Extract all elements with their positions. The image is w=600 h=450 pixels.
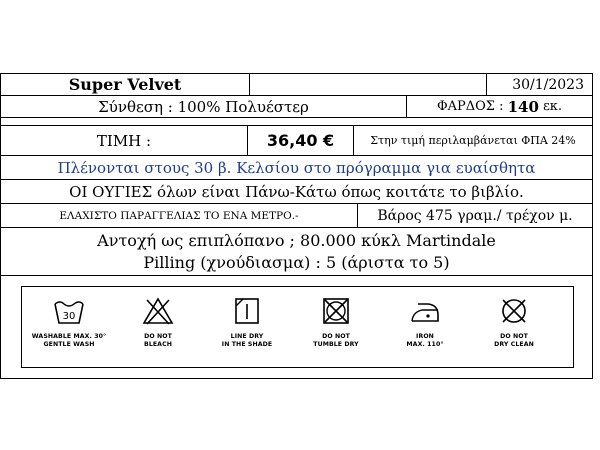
pilling-rating: Pilling (χνούδιασμα) : 5 (άριστα το 5)	[143, 252, 450, 272]
care-row	[1, 276, 592, 380]
care-label-line: GENTLE WASH	[43, 340, 95, 348]
roll-width-unit: εκ.	[538, 99, 563, 114]
care-symbols-panel	[21, 286, 574, 368]
order-weight-row	[1, 204, 592, 228]
care-label-line: DRY CLEAN	[494, 340, 534, 348]
care-label-line: DO NOT	[322, 333, 350, 340]
washtub-30-icon	[52, 296, 86, 326]
direction-row	[1, 180, 592, 204]
care-label-line: DO NOT	[144, 333, 172, 340]
durability-block	[1, 228, 592, 275]
care-label-line: DO NOT	[500, 333, 528, 340]
care-label-tumble	[295, 333, 377, 348]
line-dry-shade-icon	[230, 296, 264, 326]
care-label-line: IRON	[416, 333, 434, 340]
care-symbol-wash	[28, 287, 110, 367]
no-dry-clean-icon	[497, 296, 531, 326]
care-label-bleach	[117, 333, 199, 348]
price-label: ΤΙΜΗ :	[96, 131, 152, 150]
care-label-dry	[206, 333, 288, 348]
label-date: 30/1/2023	[486, 74, 592, 95]
product-name: Super Velvet	[68, 75, 182, 94]
washing-row	[1, 156, 592, 180]
spacer-row	[1, 118, 592, 126]
composition-row	[1, 96, 592, 118]
vat-note: Στην τιμή περιλαμβάνεται ΦΠΑ 24%	[353, 126, 592, 155]
wash-temperature: 30	[62, 311, 76, 322]
care-label-line: WASHABLE MAX. 30°	[31, 333, 107, 340]
direction-note: ΟΙ ΟΥΓΙΕΣ όλων είναι Πάνω-Κάτω όπως κοιτάτε το βιβλίο.	[69, 182, 524, 201]
minimum-order: ΕΛΑΧΙΣΤΟ ΠΑΡΑΓΓΕΛΙΑΣ ΤΟ ΕΝΑ ΜΕΤΡΟ.-	[59, 209, 299, 222]
header-row	[1, 74, 592, 96]
care-label-line: BLEACH	[144, 340, 172, 348]
roll-width-value: 140	[507, 97, 539, 116]
composition-text: Σύνθεση : 100% Πολυέστερ	[98, 97, 309, 116]
no-tumble-dry-icon	[319, 296, 353, 326]
price-value: 36,40 €	[247, 126, 353, 155]
care-symbol-iron	[384, 287, 466, 367]
care-label-line: TUMBLE DRY	[313, 340, 359, 348]
fabric-weight: Βάρος 475 γραμ./ τρέχον μ.	[357, 204, 592, 227]
martindale-rating: Αντοχή ως επιπλόπανο ; 80.000 κύκλ Martindale	[97, 230, 496, 250]
washing-instruction: Πλένονται στους 30 β. Κελσίου στο πρόγραμμα για ευαίσθητα	[57, 158, 536, 177]
care-label-iron	[384, 333, 466, 348]
roll-width-label: ΦΑΡΔΟΣ :	[436, 99, 508, 114]
price-row	[1, 126, 592, 156]
no-bleach-icon	[141, 296, 175, 326]
care-symbol-tumble	[295, 287, 377, 367]
care-symbol-dryclean	[473, 287, 555, 367]
care-label-wash	[28, 333, 110, 348]
iron-110-icon	[408, 296, 442, 326]
care-symbol-dry	[206, 287, 288, 367]
fabric-label-sheet	[0, 73, 593, 379]
care-label-line: IN THE SHADE	[221, 340, 273, 348]
care-label-line: LINE DRY	[230, 333, 264, 340]
durability-row	[1, 228, 592, 276]
care-label-line: MAX. 110°	[406, 340, 444, 348]
care-symbol-bleach	[117, 287, 199, 367]
roll-width	[406, 96, 592, 117]
care-label-dryclean	[473, 333, 555, 348]
header-blank-cell	[249, 74, 486, 95]
